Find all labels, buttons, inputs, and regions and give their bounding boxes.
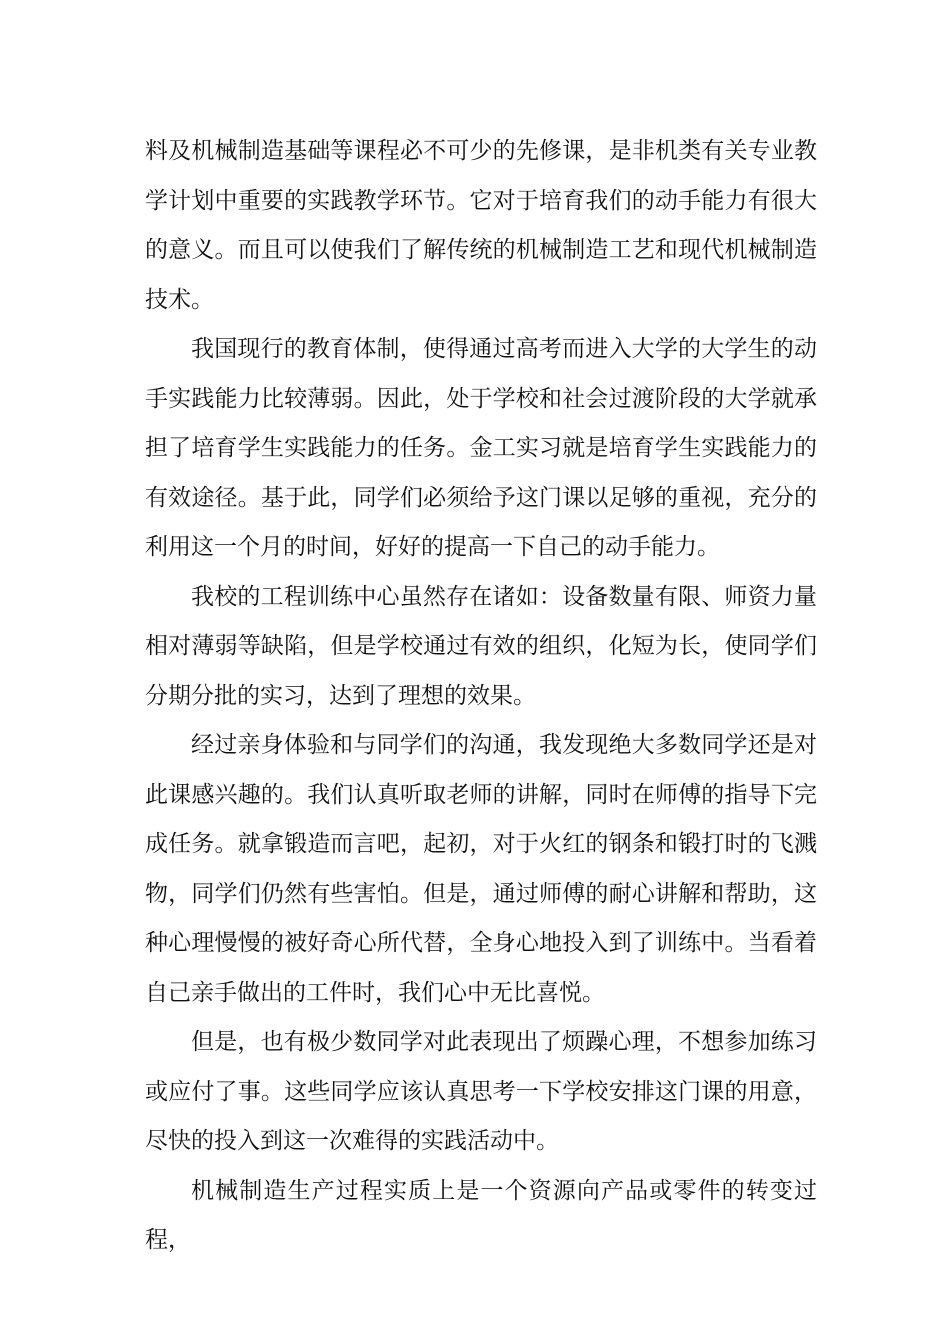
paragraph-experience: 经过亲身体验和与同学们的沟通，我发现绝大多数同学还是对此课感兴趣的。我们认真听取老师的讲解，同时在师傅的指导下完成任务。就拿锻造而言吧，起初，对于火红的钢条和锻打时的飞溅物，同学们仍然有些害怕。但是，通过师傅的耐心讲解和帮助，这种心理慢慢的被好奇心所代替，全身心地投入到了训练中。当看着自己亲手做出的工件时，我们心中无比喜悦。	[145, 732, 817, 1006]
paragraph-manufacturing-process: 机械制造生产过程实质上是一个资源向产品或零件的转变过程，	[145, 1177, 817, 1253]
paragraph-minority-students: 但是，也有极少数同学对此表现出了烦躁心理，不想参加练习或应付了事。这些同学应该认真思考一下学校安排这门课的用意，尽快的投入到这一次难得的实践活动中。	[145, 1029, 817, 1154]
paragraph-continuation: 料及机械制造基础等课程必不可少的先修课，是非机类有关专业教学计划中重要的实践教学环节。它对于培育我们的动手能力有很大的意义。而且可以使我们了解传统的机械制造工艺和现代机械制造技术。	[145, 138, 817, 313]
paragraph-training-center: 我校的工程训练中心虽然存在诸如：设备数量有限、师资力量相对薄弱等缺陷，但是学校通过有效的组织，化短为长，使同学们分期分批的实习，达到了理想的效果。	[145, 583, 817, 709]
document-body	[145, 127, 817, 1266]
paragraph-education-system: 我国现行的教育体制，使得通过高考而进入大学的大学生的动手实践能力比较薄弱。因此，处于学校和社会过渡阶段的大学就承担了培育学生实践能力的任务。金工实习就是培育学生实践能力的有效途径。基于此，同学们必须给予这门课以足够的重视，充分的利用这一个月的时间，好好的提高一下自己的动手能力。	[145, 336, 817, 560]
